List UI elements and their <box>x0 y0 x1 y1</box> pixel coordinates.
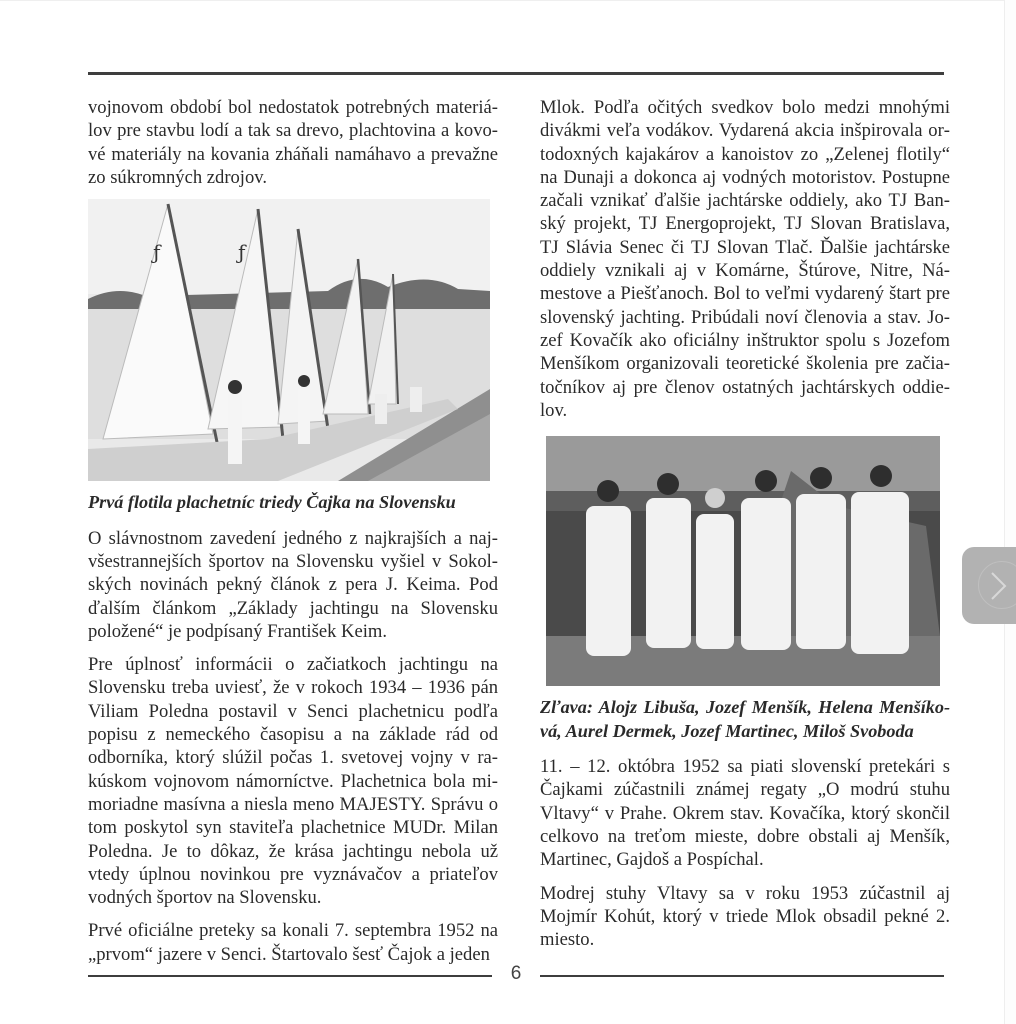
paragraph: Modrej stuhy Vltavy sa v roku 1953 zúčastnil aj Mojmír Kohút, ktorý v triede Mlok obsadil pekné 2. miesto. <box>540 882 950 951</box>
photo-sailboats <box>88 199 490 481</box>
photo-caption: Prvá flotila plachetníc triedy Čajka na Slovensku <box>88 492 456 513</box>
page-number: 6 <box>510 963 522 984</box>
chevron-right-icon <box>988 571 1010 601</box>
svg-text:ƒ: ƒ <box>153 240 161 265</box>
svg-text:ƒ: ƒ <box>238 240 246 265</box>
header-rule <box>88 72 944 75</box>
paragraph: 11. – 12. októbra 1952 sa piati slovenskí pretekári s Čajkami zúčastnili známej regaty „O modrú stuhu Vltavy“ v Prahe. Okrem stav. Kovačíka, ktorý skončil celkovo na treťom mieste, dobre obstali aj Menšík, Martinec, Gajdoš a Pospíchal. <box>540 756 950 871</box>
photo-caption: Zľava: Alojz Libuša, Jozef Menšík, Helena Menšíková, Aurel Dermek, Jozef Martinec, Miloš Svoboda <box>540 697 950 741</box>
left-column <box>88 96 498 976</box>
paragraph: Prvé oficiálne preteky sa konali 7. septembra 1952 na „prvom“ jazere v Senci. Štartovalo šesť Čajok a jeden <box>88 920 498 965</box>
footer-rule-left <box>88 975 492 977</box>
next-page-button[interactable] <box>962 547 1016 624</box>
paragraph: O slávnostnom zavedení jedného z najkrajších a najvšestrannejších športov na Slovensku vyšiel v Sokolských novinách pekný článok z pera J. Keima. Pod ďalším článkom „Základy jachtingu na Slovensku položené“ je podpísaný František Keim. <box>88 527 498 642</box>
sailboats-illustration <box>88 199 490 481</box>
paragraph: vojnovom období bol nedostatok potrebných materiálov pre stavbu lodí a tak sa drevo, plachtovina a kovové materiály na kovania zháňali namáhavo a prevažne zo súkromných zdrojov. <box>88 97 498 188</box>
group-portrait-illustration <box>546 436 940 686</box>
photo-group <box>546 436 940 686</box>
paragraph: Pre úplnosť informácii o začiatkoch jachtingu na Slovensku treba uviesť, že v rokoch 1934 – 1936 pán Viliam Poledna postavil v Senci plachetnicu podľa popisu z nemeckého časopisu a na základe rád od odborníka, ktorý slúžil počas 1. svetovej vojny v rakúskom vojnovom námorníctve. Plachetnica bola mimoriadne masívna a niesla meno MAJESTY. Správu o tom poskytol syn staviteľa plachetnice MUDr. Milan Poledna. Je to dôkaz, že krása jachtingu nebola už vtedy úplnou novinkou pre vyznávačov a priateľov vodných športov na Slovensku. <box>88 654 498 909</box>
right-column <box>540 96 950 962</box>
footer-rule-right <box>540 975 944 977</box>
paragraph: Mlok. Podľa očitých svedkov bolo medzi mnohými divákmi veľa vodákov. Vydarená akcia inšpirovala ortodoxných kajakárov a kanoistov zo „Zelenej flotily“ na Dunaji a dokonca aj vodných motoristov. Postupne začali vznikať ďalšie jachtárske oddiely, ako TJ Banský projekt, TJ Energoprojekt, TJ Slovan Bratislava, TJ Slávia Senec či TJ Slovan Tlač. Ďalšie jachtárske oddiely vznikali aj v Komárne, Štúrove, Nitre, Námestove a Piešťanoch. Bol to veľmi vydarený štart pre slovenský jachting. Pribúdali noví členovia a stav. Jozef Kovačík ako oficiálny inštruktor spolu s Jozefom Menšíkom organizovali teoretické školenia pre začiatočníkov aj pre členov ostatných jachtárskych oddielov. <box>540 97 950 421</box>
